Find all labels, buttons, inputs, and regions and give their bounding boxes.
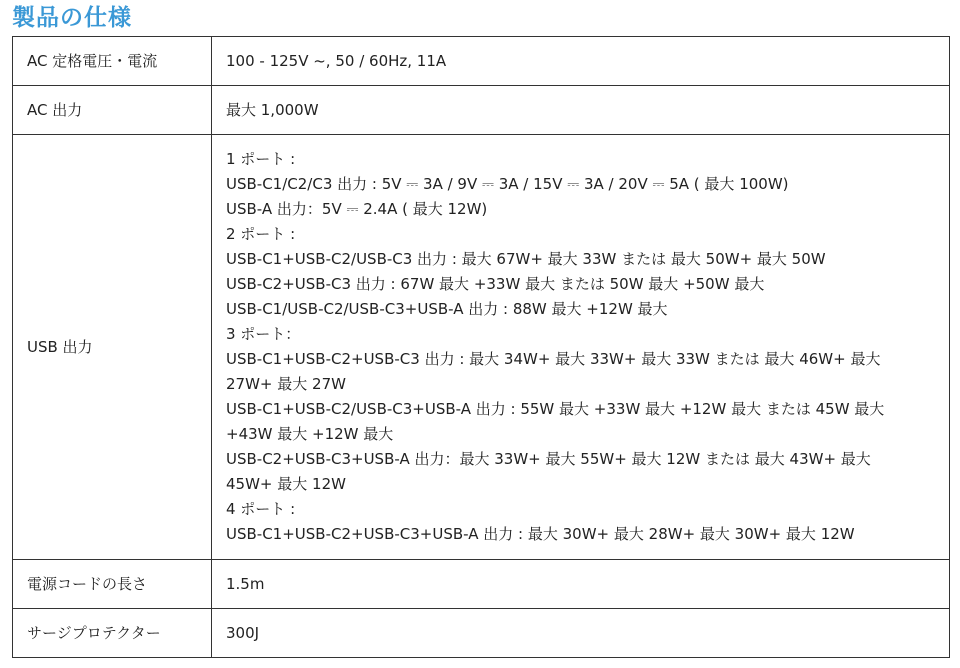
usb-spec-line: USB-C1+USB-C2/USB-C3+USB-A 出力 : 55W 最大 +33W 最大 +12W 最大 または 45W 最大: [226, 400, 885, 418]
spec-value: 1.5m: [212, 560, 950, 609]
spec-value: 100 - 125V ~, 50 / 60Hz, 11A: [212, 37, 950, 86]
usb-spec-line: 3 ポート：: [226, 325, 301, 343]
usb-spec-line: 4 ポート :: [226, 500, 296, 518]
usb-spec-line: USB-C1+USB-C2+USB-C3+USB-A 出力 : 最大 30W+ 最大 28W+ 最大 30W+ 最大 12W: [226, 525, 855, 543]
usb-spec-line: USB-C1/USB-C2/USB-C3+USB-A 出力 : 88W 最大 +12W 最大: [226, 300, 668, 318]
spec-label: サージプロテクター: [13, 609, 212, 658]
usb-spec-line: 1 ポート :: [226, 150, 296, 168]
usb-spec-line: 2 ポート :: [226, 225, 296, 243]
usb-spec-line: 27W+ 最大 27W: [226, 375, 346, 393]
spec-label: USB 出力: [13, 135, 212, 560]
usb-spec-line: 45W+ 最大 12W: [226, 475, 346, 493]
spec-value: 最大 1,000W: [212, 86, 950, 135]
spec-value: 300J: [212, 609, 950, 658]
usb-spec-line: USB-C2+USB-C3+USB-A 出力：最大 33W+ 最大 55W+ 最大 12W または 最大 43W+ 最大: [226, 450, 871, 468]
spec-row-usb-output: [13, 135, 950, 560]
usb-spec-line: +43W 最大 +12W 最大: [226, 425, 394, 443]
usb-spec-line: USB-C2+USB-C3 出力 : 67W 最大 +33W 最大 または 50W 最大 +50W 最大: [226, 275, 765, 293]
section-title: 製品の仕様: [12, 5, 132, 31]
spec-label: 電源コードの長さ: [13, 560, 212, 609]
usb-spec-line: USB-C1/C2/C3 出力 : 5V ⎓ 3A / 9V ⎓ 3A / 15V ⎓ 3A / 20V ⎓ 5A ( 最大 100W): [226, 175, 789, 193]
spec-label: AC 出力: [13, 86, 212, 135]
usb-spec-line: USB-C1+USB-C2+USB-C3 出力 : 最大 34W+ 最大 33W+ 最大 33W または 最大 46W+ 最大: [226, 350, 881, 368]
spec-table: [12, 36, 950, 658]
spec-value-usb: [212, 135, 950, 560]
usb-spec-line: USB-C1+USB-C2/USB-C3 出力 : 最大 67W+ 最大 33W または 最大 50W+ 最大 50W: [226, 250, 826, 268]
usb-spec-line: USB-A 出力：5V ⎓ 2.4A ( 最大 12W): [226, 200, 488, 218]
spec-row-ac-rating: [13, 37, 950, 86]
spec-row-ac-output: [13, 86, 950, 135]
spec-label: AC 定格電圧・電流: [13, 37, 212, 86]
spec-row-cord-length: [13, 560, 950, 609]
spec-row-surge-protector: [13, 609, 950, 658]
